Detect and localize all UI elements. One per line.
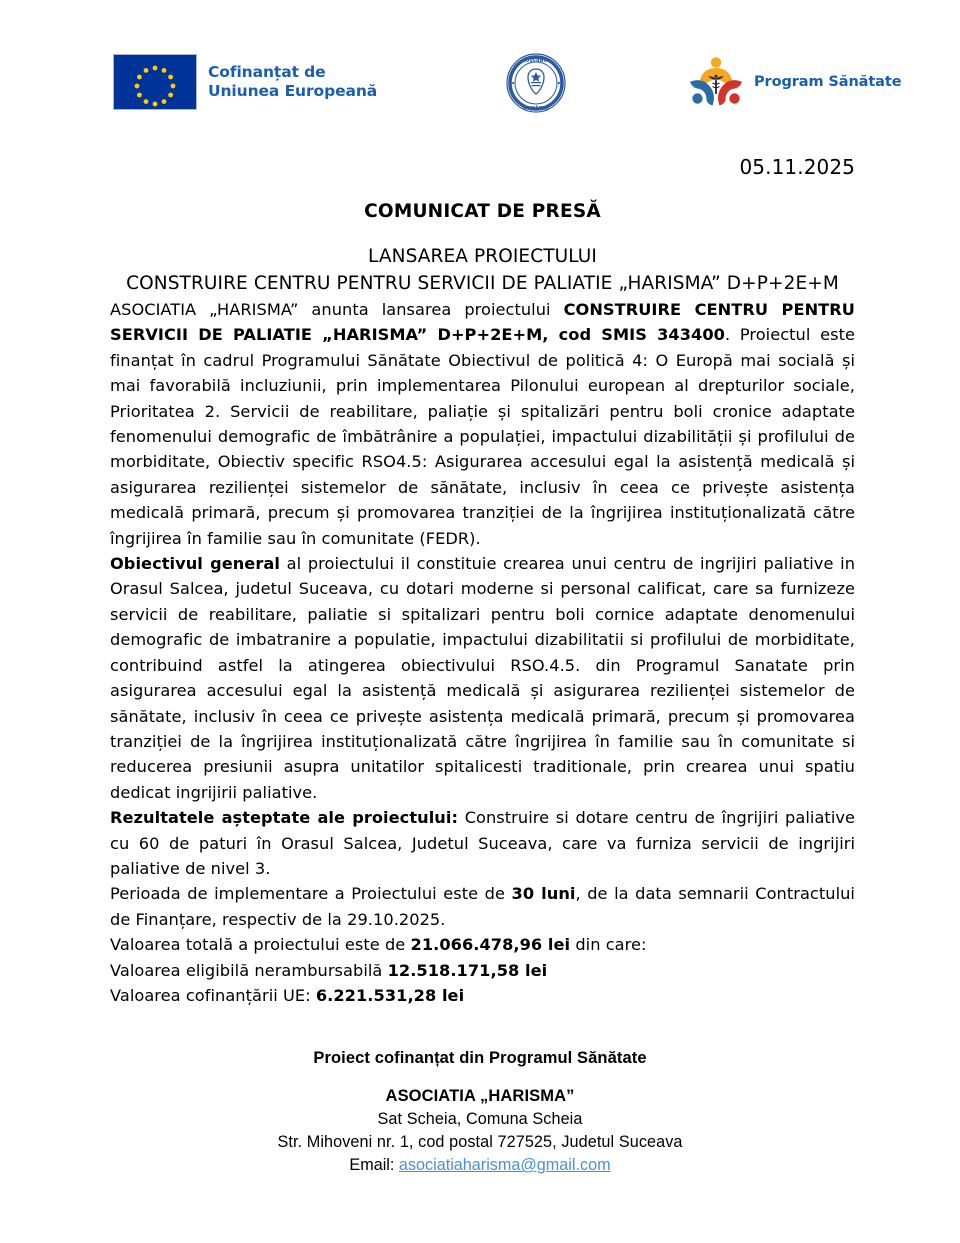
footer-email-label: Email: <box>349 1156 395 1174</box>
program-sanatate-label: Program Sănătate <box>754 74 902 90</box>
subtitle-line-1: LANSAREA PROIECTULUI <box>368 246 597 267</box>
document-content <box>110 0 855 1008</box>
footer-program-note: Proiect cofinanțat din Programul Sănătate <box>313 1049 647 1067</box>
eu-logo-line1: Cofinanțat de <box>208 63 326 81</box>
p1-text-before-bold: ASOCIATIA „HARISMA” anunta lansarea proiectului <box>110 300 564 319</box>
paragraph-eu-cofinancing-value <box>110 983 855 1008</box>
p3-text: Construire si dotare centru de îngrijiri paliative cu 60 de paturi în Orasul Salcea, Judetul Suceava, care va furniza servicii de ingrijiri paliative de nivel 3. <box>110 808 856 878</box>
footer-email-row <box>0 1154 960 1177</box>
p4-text-before-bold: Perioada de implementare a Proiectului este de <box>110 884 512 904</box>
p2-text: al proiectului il constituie crearea unui centru de ingrijiri paliative in Orasul Salcea, judetul Suceava, cu dotari moderne si personal calificat, care sa furnizeze servicii de reabilitare, paliatie si spitalizari pentru boli cornice adaptate denomenului demografic de imbatranire a populatie, impactului dizabilitatii si profilului de morbiditate, contribuind astfel la atingerea obiectivului RSO.4.5. din Programul Sanatate prin asigurarea accesului egal la asistență medicală și asigurarea rezilienței sistemelor de sănătate, inclusiv în ceea ce privește asistența medicală primară, precum și promovarea tranziției de la îngrijirea instituționalizată către îngrijirea în familie sau în comunitate si reducerea presiunii asupra unitatilor spitalicesti traditionale, prin crearea unui spatiu dedicat ingrijirii paliative. <box>110 554 855 802</box>
p7-amount-bold: 6.221.531,28 lei <box>315 985 465 1005</box>
p1-project-name-bold: CONSTRUIRE CENTRU PENTRU SERVICII DE PALIATIE „HARISMA” D+P+2E+M, cod SMIS 343400 <box>110 300 855 345</box>
paragraph-project-announcement <box>110 297 855 551</box>
eu-logo-line2: Uniunea Europeană <box>208 82 378 100</box>
footer-email-link[interactable]: asociatiaharisma@gmail.com <box>398 1156 611 1174</box>
footer-address-line-2: Str. Mihoveni nr. 1, cod postal 727525, Judetul Suceava <box>277 1133 683 1151</box>
paragraph-general-objective <box>110 551 855 805</box>
document-footer <box>0 1047 960 1177</box>
p3-heading-bold: Rezultatele așteptate ale proiectului: <box>110 808 458 828</box>
paragraph-total-value <box>110 932 855 957</box>
svg-text:GUVERNUL: GUVERNUL <box>521 59 551 65</box>
p7-text-before-bold: Valoarea cofinanțării UE: <box>110 985 316 1005</box>
paragraph-expected-results <box>110 805 855 881</box>
p6-amount-bold: 12.518.171,58 lei <box>387 960 548 980</box>
p6-text-before-bold: Valoarea eligibilă nerambursabilă <box>110 960 388 980</box>
paragraph-eligible-value <box>110 958 855 983</box>
p5-amount-bold: 21.066.478,96 lei <box>410 935 571 955</box>
p5-text-before-bold: Valoarea totală a proiectului este de <box>110 935 411 955</box>
p1-text-after-bold: . Proiectul este finanțat în cadrul Programului Sănătate Obiectivul de politică 4: O Europă mai socială și mai favorabilă incluziunii, prin implementarea Pilonului european al drepturilor sociale, Prioritatea 2. Servicii de reabilitare, paliație și spitalizări pentru boli cronice adaptate fenomenului demografic de îmbătrânire a populației, impactului dizabilității și profilului de morbiditate, Obiectiv specific RSO4.5: Asigurarea accesului egal la asistență medicală și asigurarea rezilienței sistemelor de sănătate, inclusiv în ceea ce privește asistența medicală primară, precum și promovarea tranziției de la îngrijirea instituționalizată către îngrijirea în familie sau în comunitate (FEDR). <box>110 325 855 548</box>
svg-text:ROMÂNIEI: ROMÂNIEI <box>523 106 549 112</box>
page-title: COMUNICAT DE PRESĂ <box>364 201 601 222</box>
p4-duration-bold: 30 luni <box>511 884 576 904</box>
paragraph-implementation-period <box>110 881 855 932</box>
subtitle-line-2: CONSTRUIRE CENTRU PENTRU SERVICII DE PALIATIE „HARISMA” D+P+2E+M <box>126 273 839 294</box>
footer-address-line-1: Sat Scheia, Comuna Scheia <box>377 1110 583 1128</box>
p2-heading-bold: Obiectivul general <box>110 554 280 574</box>
document-date: 05.11.2025 <box>739 155 855 179</box>
p5-text-after-bold: din care: <box>570 935 647 955</box>
footer-organization: ASOCIATIA „HARISMA” <box>385 1087 575 1105</box>
p4-text-after-bold: , de la data semnarii Contractului de Finanțare, respectiv de la 29.10.2025. <box>110 884 855 929</box>
project-subtitle <box>110 243 855 297</box>
